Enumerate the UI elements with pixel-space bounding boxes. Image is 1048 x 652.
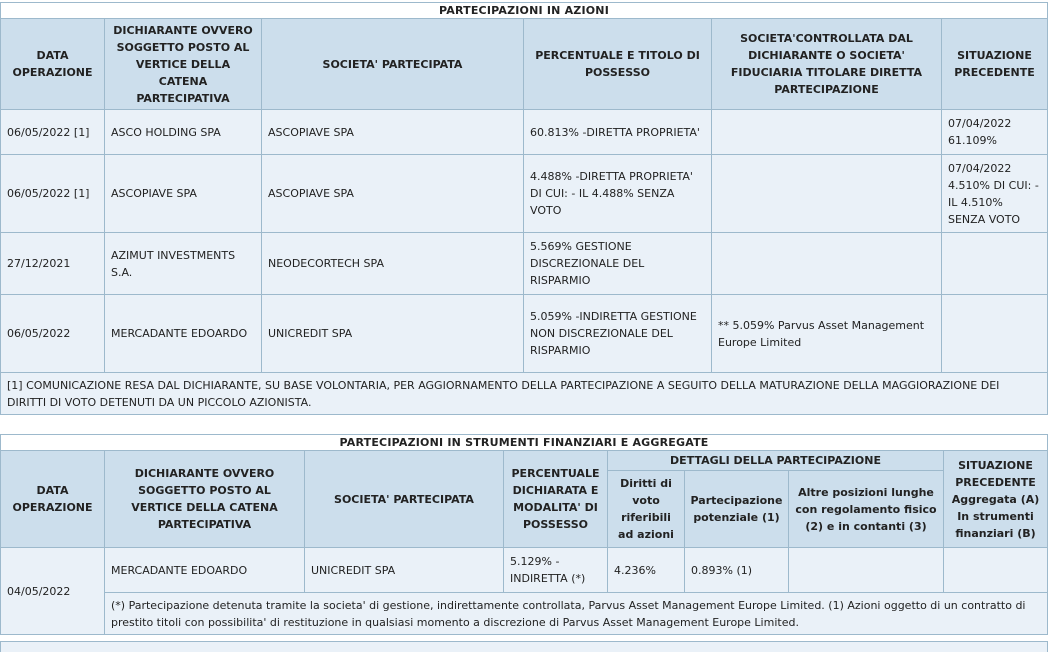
cell-percentuale: 4.488% -DIRETTA PROPRIETA' DI CUI: - IL 4.488% SENZA VOTO bbox=[524, 155, 712, 233]
header-situazione-precedente: SITUAZIONE PRECEDENTE Aggregata (A) In strumenti finanziari (B) bbox=[944, 451, 1048, 548]
cell-percentuale: 5.569% GESTIONE DISCREZIONALE DEL RISPARMIO bbox=[524, 233, 712, 295]
table-row bbox=[1, 155, 1048, 233]
header-diritti-voto: Diritti di voto riferibili ad azioni bbox=[608, 471, 685, 548]
table-row bbox=[1, 548, 1048, 593]
header-controllata: SOCIETA'CONTROLLATA DAL DICHIARANTE O SOCIETA' FIDUCIARIA TITOLARE DIRETTA PARTECIPAZIONE bbox=[712, 19, 942, 110]
cell-dichiarante: ASCO HOLDING SPA bbox=[105, 110, 262, 155]
cell-data: 06/05/2022 [1] bbox=[1, 155, 105, 233]
cell-percentuale: 5.129% -INDIRETTA (*) bbox=[504, 548, 608, 593]
cell-precedente: 07/04/2022 61.109% bbox=[942, 110, 1048, 155]
cell-altre bbox=[789, 548, 944, 593]
cell-diritti: 4.236% bbox=[608, 548, 685, 593]
cell-dichiarante: MERCADANTE EDOARDO bbox=[105, 295, 262, 373]
cell-societa: UNICREDIT SPA bbox=[305, 548, 504, 593]
header-data-operazione: DATA OPERAZIONE bbox=[1, 19, 105, 110]
cell-controllata bbox=[712, 155, 942, 233]
cell-data: 04/05/2022 bbox=[1, 548, 105, 635]
header-dichiarante: DICHIARANTE OVVERO SOGGETTO POSTO AL VERTICE DELLA CATENA PARTECIPATIVA bbox=[105, 451, 305, 548]
azioni-note: [1] COMUNICAZIONE RESA DAL DICHIARANTE, SU BASE VOLONTARIA, PER AGGIORNAMENTO DELLA PARTECIPAZIONE A SEGUITO DELLA MATURAZIONE DELLA MAGGIORAZIONE DEI DIRITTI DI VOTO DETENUTI DA UN PICCOLO AZIONISTA. bbox=[1, 373, 1048, 415]
strumenti-title: PARTECIPAZIONI IN STRUMENTI FINANZIARI E AGGREGATE bbox=[1, 435, 1048, 451]
header-partecipazione-potenziale: Partecipazione potenziale (1) bbox=[685, 471, 789, 548]
cell-data: 27/12/2021 bbox=[1, 233, 105, 295]
header-societa-partecipata: SOCIETA' PARTECIPATA bbox=[262, 19, 524, 110]
cell-precedente bbox=[942, 295, 1048, 373]
cell-societa: UNICREDIT SPA bbox=[262, 295, 524, 373]
header-societa-partecipata: SOCIETA' PARTECIPATA bbox=[305, 451, 504, 548]
strumenti-note: (*) Partecipazione detenuta tramite la societa' di gestione, indirettamente controllata, Parvus Asset Management Europe Limited. (1) Azioni oggetto di un contratto di prestito titoli con possibilita' di restituzione in qualsiasi momento a discrezione di Parvus Asset Management Europe Limited. bbox=[105, 593, 1048, 635]
header-situazione-precedente: SITUAZIONE PRECEDENTE bbox=[942, 19, 1048, 110]
header-dichiarante: DICHIARANTE OVVERO SOGGETTO POSTO AL VERTICE DELLA CATENA PARTECIPATIVA bbox=[105, 19, 262, 110]
cell-potenziale: 0.893% (1) bbox=[685, 548, 789, 593]
cell-data: 06/05/2022 [1] bbox=[1, 110, 105, 155]
cell-data: 06/05/2022 bbox=[1, 295, 105, 373]
azioni-table bbox=[0, 2, 1048, 415]
cell-controllata bbox=[712, 233, 942, 295]
header-percentuale: PERCENTUALE DICHIARATA E MODALITA' DI POSSESSO bbox=[504, 451, 608, 548]
strumenti-table bbox=[0, 434, 1048, 635]
cell-controllata: ** 5.059% Parvus Asset Management Europe Limited bbox=[712, 295, 942, 373]
table-row bbox=[1, 295, 1048, 373]
cell-societa: NEODECORTECH SPA bbox=[262, 233, 524, 295]
cell-precedente bbox=[942, 233, 1048, 295]
cell-dichiarante: ASCOPIAVE SPA bbox=[105, 155, 262, 233]
header-dettagli: DETTAGLI DELLA PARTECIPAZIONE bbox=[608, 451, 944, 471]
cell-percentuale: 60.813% -DIRETTA PROPRIETA' bbox=[524, 110, 712, 155]
table-row bbox=[1, 110, 1048, 155]
header-data-operazione: DATA OPERAZIONE bbox=[1, 451, 105, 548]
cell-percentuale: 5.059% -INDIRETTA GESTIONE NON DISCREZIONALE DEL RISPARMIO bbox=[524, 295, 712, 373]
azioni-title: PARTECIPAZIONI IN AZIONI bbox=[1, 3, 1048, 19]
header-altre-posizioni: Altre posizioni lunghe con regolamento fisico (2) e in contanti (3) bbox=[789, 471, 944, 548]
cell-societa: ASCOPIAVE SPA bbox=[262, 110, 524, 155]
table-row bbox=[1, 233, 1048, 295]
cell-dichiarante: MERCADANTE EDOARDO bbox=[105, 548, 305, 593]
bottom-divider bbox=[0, 641, 1048, 652]
cell-precedente bbox=[944, 548, 1048, 593]
cell-controllata bbox=[712, 110, 942, 155]
header-percentuale: PERCENTUALE E TITOLO DI POSSESSO bbox=[524, 19, 712, 110]
cell-societa: ASCOPIAVE SPA bbox=[262, 155, 524, 233]
cell-dichiarante: AZIMUT INVESTMENTS S.A. bbox=[105, 233, 262, 295]
cell-precedente: 07/04/2022 4.510% DI CUI: - IL 4.510% SENZA VOTO bbox=[942, 155, 1048, 233]
